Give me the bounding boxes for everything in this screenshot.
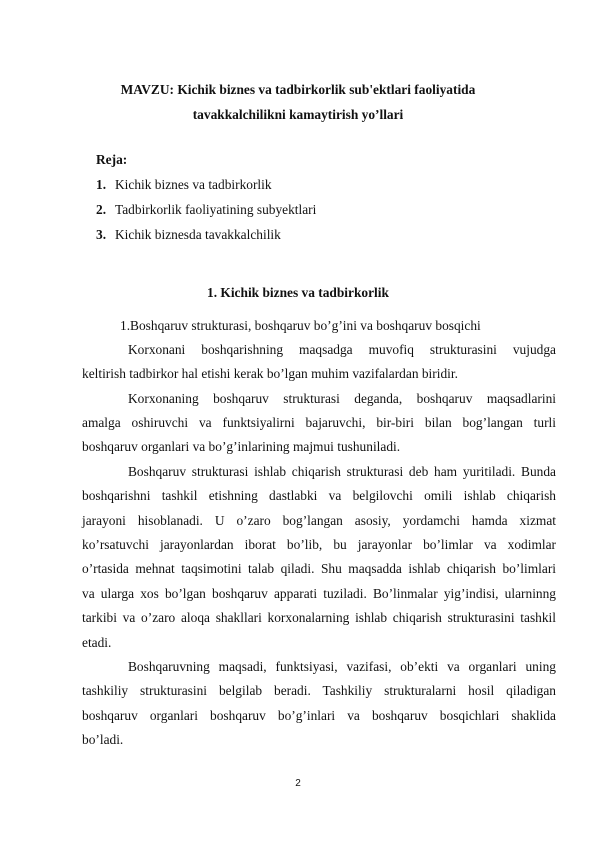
paragraph-line: Boshqaruv strukturasi ishlab chiqarish strukturasi deb ham yuritiladi. Bunda — [128, 464, 556, 479]
plan-heading: Reja: — [96, 152, 128, 167]
paragraph-line: jarayoni hisoblanadi. U o’zaro bog’langan asosiy, yordamchi hamda xizmat — [82, 513, 556, 528]
plan-item-text: Kichik biznesda tavakkalchilik — [115, 227, 281, 242]
paragraph-line: ko’rsatuvchi jarayonlardan iborat bo’lib, bu jarayonlar bo’limlar va xodimlar — [82, 537, 556, 552]
paragraph-line: amalga oshiruvchi va funktsiyalirni bajaruvchi, bir-biri bilan bog’langan turli — [82, 415, 556, 430]
plan-item-text: Kichik biznes va tadbirkorlik — [115, 177, 272, 192]
paragraph-line: tarkibi va o’zaro aloqa shakllari korxonalarning ishlab chiqarish strukturasini tashkil — [82, 610, 556, 625]
paragraph-line: etadi. — [82, 635, 112, 650]
plan-item-number: 1. — [96, 177, 107, 192]
paragraph-line: Boshqaruvning maqsadi, funktsiyasi, vazifasi, ob’ekti va organlari uning — [128, 659, 556, 674]
section-subheading: 1.Boshqaruv strukturasi, boshqaruv bo’g’ini va boshqaruv bosqichi — [120, 318, 481, 333]
plan-item-number: 3. — [96, 227, 107, 242]
plan-item — [96, 227, 281, 243]
paragraph-line: va ularga xos bo’lgan boshqaruv apparati tuziladi. Bo’linmalar yig’indisi, ularninng — [82, 586, 556, 601]
plan-item — [96, 177, 272, 193]
title-line-2: tavakkalchilikni kamaytirish yo’llari — [192, 107, 404, 122]
paragraph-line: Korxonani boshqarishning maqsadga muvofiq strukturasini vujudga — [128, 342, 556, 357]
paragraph-line: boshqaruv organlari va bo’g’inlarining majmui tushuniladi. — [82, 439, 401, 454]
paragraph-line: keltirish tadbirkor hal etishi kerak bo’lgan muhim vazifalardan biridir. — [82, 366, 458, 381]
paragraph-line: tashkiliy strukturasini belgilab beradi. Tashkiliy strukturalarni hosil qiladigan — [82, 683, 556, 698]
title-line-1: MAVZU: Kichik biznes va tadbirkorlik sub'ektlari faoliyatida — [120, 82, 476, 97]
plan-item-number: 2. — [96, 202, 107, 217]
plan-item — [96, 202, 316, 218]
paragraph-line: o’rtasida mehnat taqsimotini talab qiladi. Shu maqsadda ishlab chiqarish bo’limlari — [82, 561, 556, 576]
paragraph-line: boshqaruv organlari boshqaruv bo’g’inlari va boshqaruv bosqichlari shaklida — [82, 708, 556, 723]
page-number: 2 — [295, 778, 301, 789]
paragraph-line: bo’ladi. — [82, 732, 124, 747]
plan-item-text: Tadbirkorlik faoliyatining subyektlari — [115, 202, 317, 217]
paragraph-line: boshqarishni tashkil etishning dastlabki va belgilovchi omili ishlab chiqarish — [82, 488, 556, 503]
paragraph-line: Korxonaning boshqaruv strukturasi deganda, boshqaruv maqsadlarini — [128, 391, 556, 406]
section-heading: 1. Kichik biznes va tadbirkorlik — [207, 285, 389, 300]
